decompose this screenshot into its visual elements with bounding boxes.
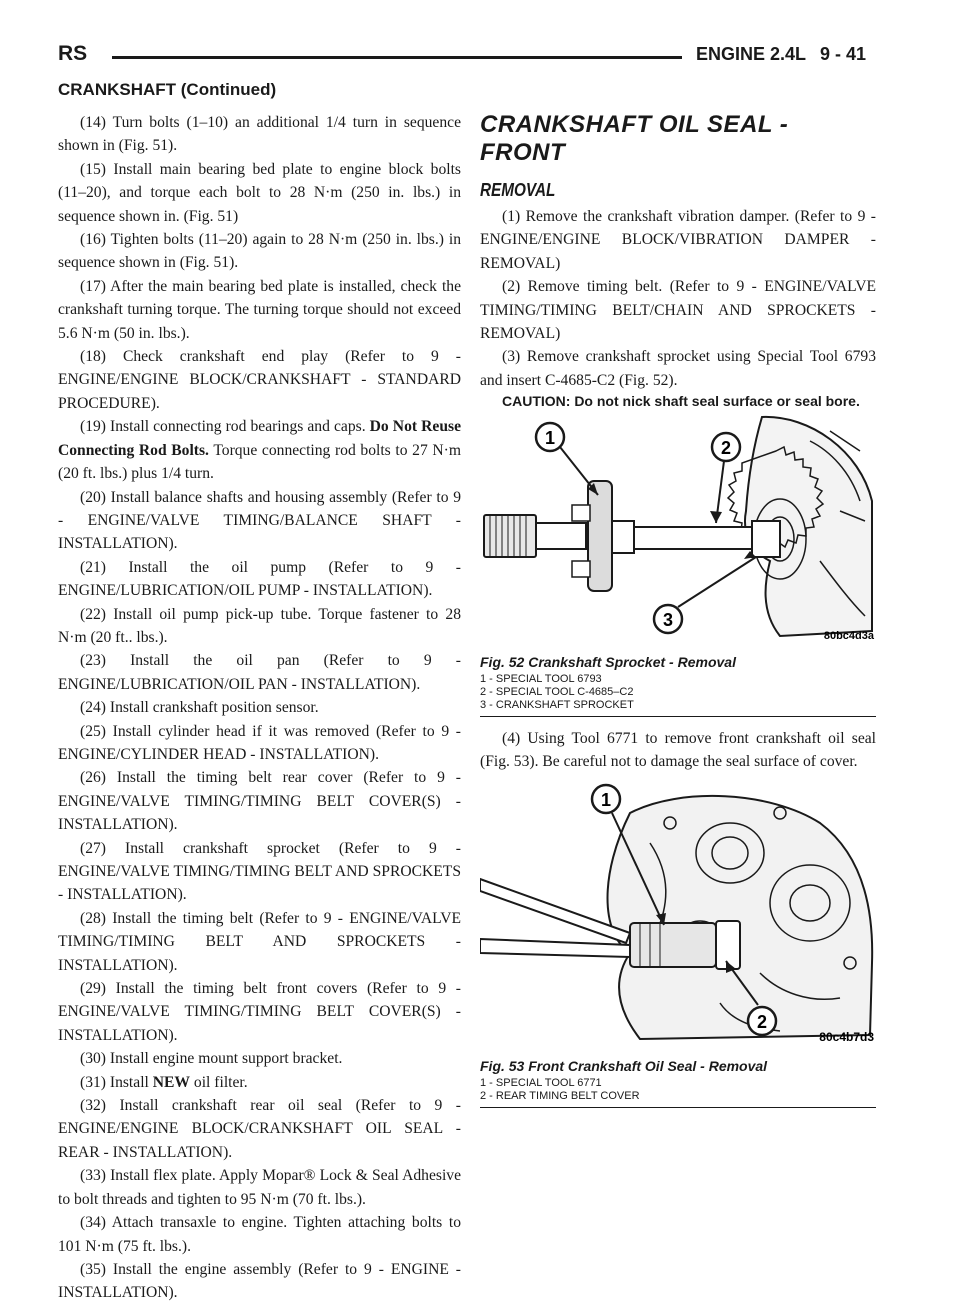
- svg-text:3: 3: [662, 610, 674, 631]
- figure-52-callout-2: [712, 433, 740, 461]
- step-19: [58, 415, 461, 485]
- step-31: [58, 1071, 461, 1094]
- step-35: (35) Install the engine assembly (Refer to 9 - ENGINE - INSTALLATION).: [58, 1260, 461, 1302]
- figure-52-illustration: [480, 411, 876, 641]
- section-title: CRANKSHAFT (Continued): [58, 80, 277, 99]
- removal-step-3: (3) Remove crankshaft sprocket using Special Tool 6793 and insert C-4685-C2 (Fig. 52).: [480, 348, 876, 389]
- step-17: (17) After the main bearing bed plate is installed, check the crankshaft turning torque. The turning torque should not exceed 5.6 N·m (50 in. lbs.).: [58, 277, 461, 342]
- step-16: (16) Tighten bolts (11–20) again to 28 N·m (250 in. lbs.) in sequence shown in (Fig. 51).: [58, 231, 461, 272]
- figure-52-rule: [480, 716, 876, 717]
- figure-53-callout-1: [592, 785, 620, 813]
- figure-52-legend-item: 3 - CRANKSHAFT SPROCKET: [480, 698, 634, 711]
- removal-subheading: REMOVAL: [480, 180, 556, 200]
- step-22: (22) Install oil pump pick-up tube. Torque fastener to 28 N·m (20 ft.. lbs.).: [58, 605, 461, 646]
- step-19-text-rest: Torque connecting rod bolts to 27 N·m (20 ft. lbs.) plus 1/4 turn.: [58, 441, 461, 483]
- figure-52-legend-item: 2 - SPECIAL TOOL C-4685–C2: [480, 685, 634, 698]
- step-23: (23) Install the oil pan (Refer to 9 - ENGINE/LUBRICATION/OIL PAN - INSTALLATION).: [58, 652, 461, 693]
- figure-52: [480, 411, 876, 716]
- step-14: (14) Turn bolts (1–10) an additional 1/4 turn in sequence shown in (Fig. 51).: [58, 114, 461, 155]
- svg-text:1: 1: [544, 428, 556, 449]
- step-25: (25) Install cylinder head if it was removed (Refer to 9 - ENGINE/CYLINDER HEAD - INSTALLATION).: [58, 722, 461, 763]
- step-31-text-rest: oil filter.: [190, 1073, 248, 1091]
- svg-text:2: 2: [720, 438, 732, 459]
- step-32: (32) Install crankshaft rear oil seal (Refer to 9 - ENGINE/ENGINE BLOCK/CRANKSHAFT OIL SEAL - REAR - INSTALLATION).: [58, 1097, 461, 1161]
- step-27: (27) Install crankshaft sprocket (Refer to 9 - ENGINE/VALVE TIMING/TIMING BELT AND SPROCKETS - INSTALLATION).: [58, 839, 461, 904]
- step-28: (28) Install the timing belt (Refer to 9 - ENGINE/VALVE TIMING/TIMING BELT AND SPROCKETS - INSTALLATION).: [58, 909, 461, 974]
- header-left: RS: [58, 42, 88, 65]
- step-18: (18) Check crankshaft end play (Refer to 9 - ENGINE/ENGINE BLOCK/CRANKSHAFT - STANDARD PROCEDURE).: [58, 348, 461, 412]
- figure-53-code: 80c4b7d3: [819, 1030, 874, 1045]
- figure-53: [480, 783, 876, 1107]
- figure-52-legend: [480, 673, 876, 712]
- step-15: (15) Install main bearing bed plate to engine block bolts (11–20), and torque each bolt to 28 N·m (250 in. lbs.) in sequence shown in. (Fig. 51): [58, 160, 461, 225]
- figure-53-callout-2: [748, 1007, 776, 1035]
- step-31-text: (31) Install: [80, 1073, 153, 1091]
- removal-step-4: (4) Using Tool 6771 to remove front crankshaft oil seal (Fig. 53). Be careful not to damage the seal surface of cover.: [480, 729, 876, 771]
- svg-text:2: 2: [756, 1012, 768, 1033]
- step-29: (29) Install the timing belt front covers (Refer to 9 - ENGINE/VALVE TIMING/TIMING BELT COVER(S) - INSTALLATION).: [58, 980, 461, 1044]
- caution-note: CAUTION: Do not nick shaft seal surface or seal bore.: [502, 393, 860, 410]
- figure-53-legend: [480, 1077, 876, 1103]
- right-column: [480, 111, 876, 1108]
- figure-53-caption: Fig. 53 Front Crankshaft Oil Seal - Removal: [480, 1057, 768, 1074]
- step-31-new: NEW: [152, 1073, 191, 1091]
- figure-53-legend-item: 2 - REAR TIMING BELT COVER: [480, 1089, 640, 1102]
- svg-text:1: 1: [600, 790, 612, 811]
- figure-52-legend-item: 1 - SPECIAL TOOL 6793: [480, 672, 602, 685]
- step-20: (20) Install balance shafts and housing assembly (Refer to 9 - ENGINE/VALVE TIMING/BALANCE SHAFT - INSTALLATION).: [58, 488, 461, 553]
- header-right: [696, 44, 866, 65]
- figure-53-legend-item: 1 - SPECIAL TOOL 6771: [480, 1076, 602, 1089]
- figure-53-rule: [480, 1107, 876, 1108]
- step-19-text: (19) Install connecting rod bearings and caps.: [80, 418, 370, 436]
- left-column: [58, 111, 461, 1305]
- removal-step-1: (1) Remove the crankshaft vibration damper. (Refer to 9 - ENGINE/ENGINE BLOCK/VIBRATION DAMPER - REMOVAL): [480, 208, 876, 272]
- figure-53-illustration: [480, 783, 876, 1045]
- step-21: (21) Install the oil pump (Refer to 9 - ENGINE/LUBRICATION/OIL PUMP - INSTALLATION).: [58, 558, 461, 600]
- page-number: 9 - 41: [820, 44, 867, 64]
- step-30: (30) Install engine mount support bracket.: [80, 1050, 343, 1068]
- figure-52-callout-1: [536, 423, 564, 451]
- procedure-heading: CRANKSHAFT OIL SEAL - FRONT: [480, 111, 789, 166]
- step-26: (26) Install the timing belt rear cover (Refer to 9 - ENGINE/VALVE TIMING/TIMING BELT COVER(S) - INSTALLATION).: [58, 769, 461, 834]
- figure-52-caption: Fig. 52 Crankshaft Sprocket - Removal: [480, 653, 736, 670]
- figure-52-code: 80bc4d3a: [823, 630, 874, 642]
- figure-52-callout-3: [654, 605, 682, 633]
- step-33: (33) Install flex plate. Apply Mopar® Lock & Seal Adhesive to bolt threads and tighten to 95 N·m (70 ft. lbs.).: [58, 1167, 461, 1208]
- step-19-warning: Do Not Reuse Connecting Rod Bolts.: [58, 418, 461, 459]
- header-rule: [112, 56, 682, 59]
- removal-step-2: (2) Remove timing belt. (Refer to 9 - ENGINE/VALVE TIMING/TIMING BELT/CHAIN AND SPROCKETS - REMOVAL): [480, 278, 876, 343]
- header-title: ENGINE 2.4L: [696, 44, 807, 64]
- step-24: (24) Install crankshaft position sensor.: [80, 699, 319, 717]
- step-34: (34) Attach transaxle to engine. Tighten attaching bolts to 101 N·m (75 ft. lbs.).: [58, 1214, 461, 1255]
